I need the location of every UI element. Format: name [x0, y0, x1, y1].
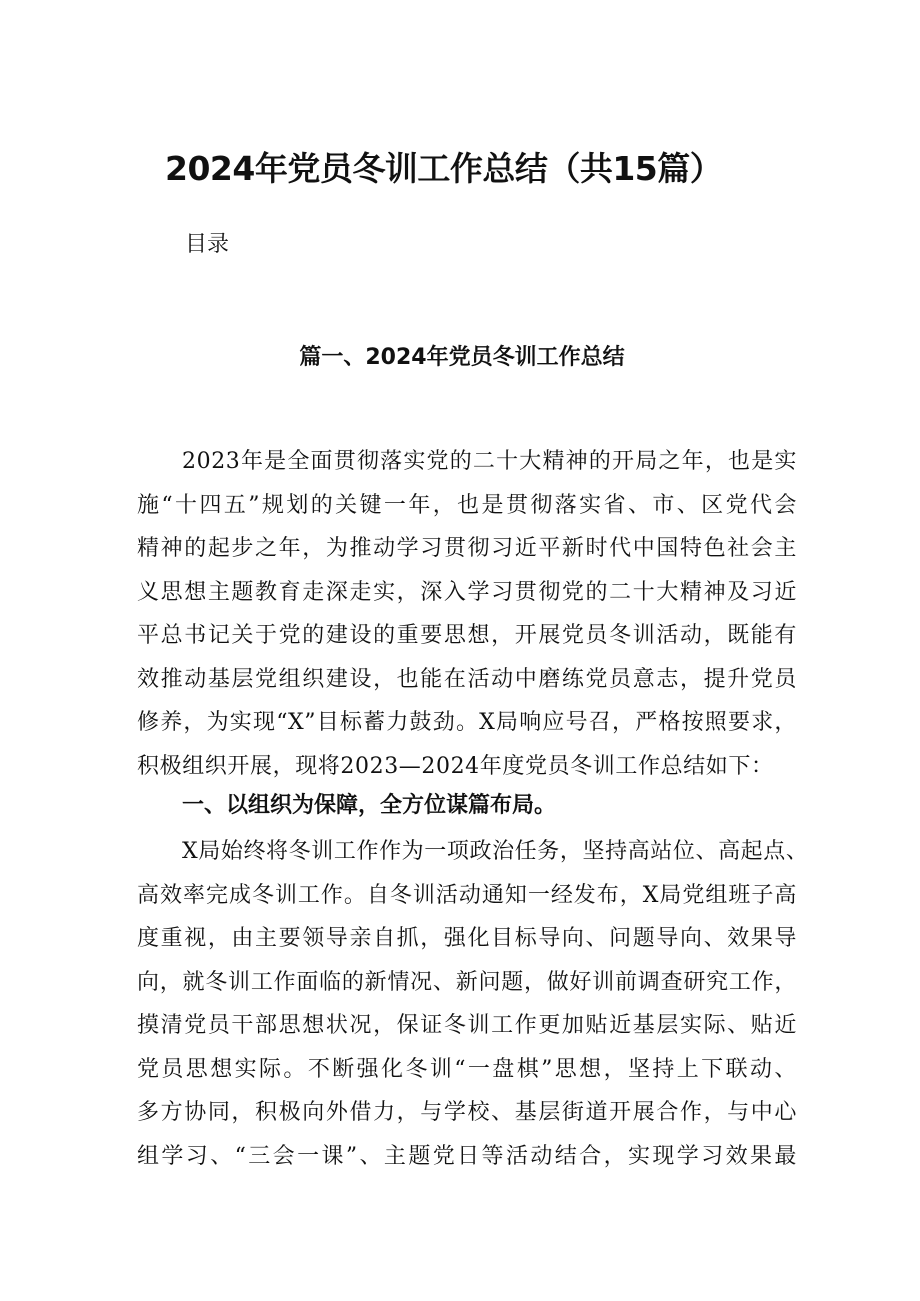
paragraph-line: 组学习、“三会一课”、主题党日等活动结合，实现学习效果最 — [137, 1143, 797, 1169]
paragraph-line: 施“十四五”规划的关键一年，也是贯彻落实省、市、区党代会 — [137, 492, 797, 518]
paragraph-line: 摸清党员干部思想状况，保证冬训工作更加贴近基层实际、贴近 — [137, 1013, 797, 1038]
paragraph-line: 2023年是全面贯彻落实党的二十大精神的开局之年，也是实 — [182, 449, 797, 474]
section-heading: 篇一、2024年党员冬训工作总结 — [299, 345, 625, 370]
paragraph-line: 平总书记关于党的建设的重要思想，开展党员冬训活动，既能有 — [137, 623, 797, 648]
paragraph-line: 义思想主题教育走深走实，深入学习贯彻党的二十大精神及习近 — [137, 579, 797, 605]
body-paragraph-1 — [137, 440, 797, 788]
paragraph-line: 精神的起步之年，为推动学习贯彻习近平新时代中国特色社会主 — [137, 536, 797, 561]
paragraph-line: 高效率完成冬训工作。自冬训活动通知一经发布，X局党组班子高 — [137, 882, 797, 908]
paragraph-line: 积极组织开展，现将2023—2024年度党员冬训工作总结如下： — [137, 753, 774, 779]
body-paragraph-2 — [137, 830, 809, 1178]
paragraph-line: 修养，为实现“X”目标蓄力鼓劲。X局响应号召，严格按照要求， — [137, 710, 797, 735]
table-of-contents-label: 目录 — [185, 232, 230, 257]
paragraph-line: X局始终将冬训工作作为一项政治任务，坚持高站位、高起点、 — [182, 839, 809, 864]
document-title: 2024年党员冬训工作总结（共15篇） — [165, 149, 723, 188]
paragraph-line: 党员思想实际。不断强化冬训“一盘棋”思想，坚持上下联动、 — [137, 1056, 797, 1082]
paragraph-line: 多方协同，积极向外借力，与学校、基层街道开展合作，与中心 — [137, 1100, 797, 1125]
paragraph-line: 向，就冬训工作面临的新情况、新问题，做好训前调查研究工作， — [137, 969, 797, 995]
subheading-1: 一、以组织为保障，全方位谋篇布局。 — [182, 793, 557, 818]
paragraph-line: 度重视，由主要领导亲自抓，强化目标导向、问题导向、效果导 — [137, 926, 797, 951]
paragraph-line: 效推动基层党组织建设，也能在活动中磨练党员意志，提升党员 — [137, 666, 797, 692]
